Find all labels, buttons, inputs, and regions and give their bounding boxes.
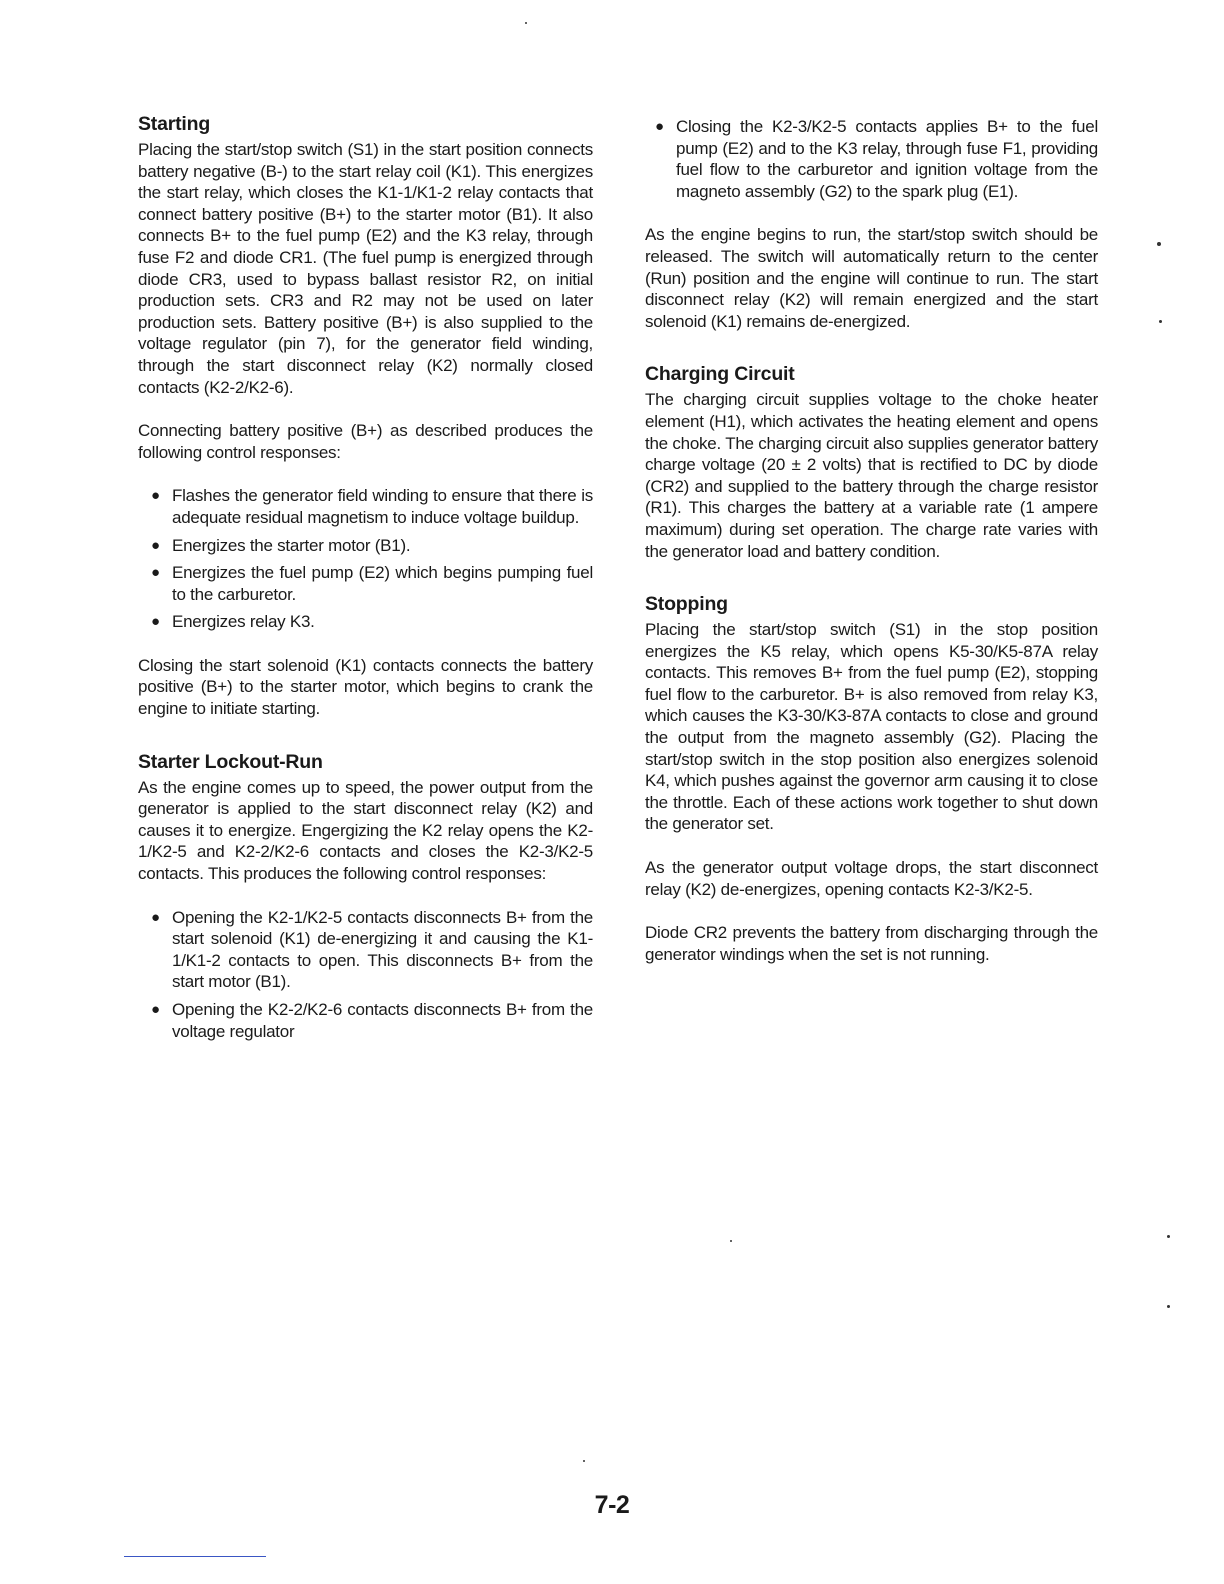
starting-heading: Starting (138, 113, 211, 135)
bullet-item: ● Energizes relay K3. (151, 612, 315, 632)
left-column (138, 112, 593, 1064)
lockout-continued-bullet-list (645, 116, 1098, 202)
scan-speck (1167, 1235, 1170, 1238)
stopping-paragraph-3: Diode CR2 prevents the battery from discharging through the generator windings when the set is not running. (645, 923, 1098, 964)
bullet-item: ● Energizes the starter motor (B1). (151, 535, 411, 555)
lockout-bullet-list (138, 907, 593, 1043)
scan-speck (525, 22, 527, 24)
page-number: 7-2 (594, 1491, 630, 1519)
bullet-icon: ● (151, 613, 160, 631)
run-paragraph: As the engine begins to run, the start/stop switch should be released. The switch will automatically return to the center (Run) position and the engine will continue to run. The start disconnect relay (K2) will remain energized and the start solenoid (K1) remains de-energized. (645, 225, 1098, 331)
lockout-paragraph-1: As the engine comes up to speed, the power output from the generator is applied to the start disconnect relay (K2) and causes it to energize. Engergizing the K2 relay opens the K2-1/K2-5 and K2-2/K2-6 contacts and closes the K2-3/K2-5 contacts. This produces the following control responses: (138, 777, 593, 884)
bullet-icon: ● (151, 536, 160, 554)
bullet-icon: ● (151, 908, 160, 926)
starting-paragraph-2: Connecting battery positive (B+) as described produces the following control responses: (138, 421, 593, 462)
bullet-item: ● Closing the K2-3/K2-5 contacts applies B+ to the fuel pump (E2) and to the K3 relay, through fuse F1, providing fuel flow to the carburetor and ignition voltage from the magneto assembly (G2) to the spark plug (E1). (655, 117, 1098, 201)
starting-bullet-list (138, 485, 593, 633)
lockout-heading: Starter Lockout-Run (138, 750, 323, 773)
scan-speck (1167, 1305, 1170, 1308)
starting-paragraph-1: Placing the start/stop switch (S1) in the start position connects battery negative (B-) to the start relay coil (K1). This energizes the start relay, which closes the K1-1/K1-2 relay contacts that connect battery positive (B+) to the starter motor (B1). It also connects B+ to the fuel pump (E2) and the K3 relay, through fuse F2 and diode CR1. (The fuel pump is energized through diode CR3, used to bypass ballast resistor R2, on initial production sets. CR3 and R2 may not be used on later production sets. Battery positive (B+) is also supplied to the voltage regulator (pin 7), for the generator field winding, through the start disconnect relay (K2) normally closed contacts (K2-2/K2-6). (138, 140, 593, 397)
bullet-icon: ● (151, 564, 160, 582)
stopping-paragraph-2: As the generator output voltage drops, the start disconnect relay (K2) de-energizes, opening contacts K2-3/K2-5. (645, 858, 1098, 899)
starting-paragraph-3: Closing the start solenoid (K1) contacts connects the battery positive (B+) to the starter motor, which begins to crank the engine to initiate starting. (138, 655, 593, 719)
right-column (645, 112, 1098, 987)
bullet-icon: ● (655, 118, 664, 135)
scan-speck (1157, 242, 1161, 246)
footer-rule (124, 1556, 266, 1557)
scan-speck (583, 1460, 585, 1462)
bullet-icon: ● (151, 1001, 160, 1018)
bullet-item: ● Flashes the generator field winding to ensure that there is adequate residual magnetism to induce voltage buildup. (151, 486, 593, 527)
charging-heading: Charging Circuit (645, 363, 795, 386)
scan-speck (1159, 320, 1162, 323)
scan-speck (730, 1240, 732, 1242)
bullet-item: ● Energizes the fuel pump (E2) which begins pumping fuel to the carburetor. (151, 563, 593, 604)
stopping-paragraph-1: Placing the start/stop switch (S1) in the stop position energizes the K5 relay, which opens K5-30/K5-87A relay contacts. This removes B+ from the fuel pump (E2), stopping fuel flow to the carburetor. B+ is also removed from relay K3, which causes the K3-30/K3-87A contacts to close and ground the output from the magneto assembly (G2). Placing the start/stop switch in the stop position also energizes solenoid K4, which pushes against the governor arm causing it to close the throttle. Each of these actions work together to shut down the generator set. (645, 620, 1098, 834)
stopping-heading: Stopping (645, 593, 728, 616)
charging-paragraph: The charging circuit supplies voltage to the choke heater element (H1), which activates the heating element and opens the choke. The charging circuit also supplies generator battery charge voltage (20 ± 2 volts) that is rectified to DC by diode (CR2) and supplied to the battery through the charge resistor (R1). This charges the battery at a variable rate (1 ampere maximum) during set operation. The charge rate varies with the generator load and battery condition. (645, 390, 1098, 561)
bullet-item: ● Opening the K2-2/K2-6 contacts disconnects B+ from the voltage regulator (151, 1000, 593, 1041)
bullet-icon: ● (151, 487, 160, 505)
bullet-item: ● Opening the K2-1/K2-5 contacts disconnects B+ from the start solenoid (K1) de-energizing it and causing the K1-1/K1-2 contacts to open. This disconnects B+ from the start motor (B1). (151, 907, 593, 992)
